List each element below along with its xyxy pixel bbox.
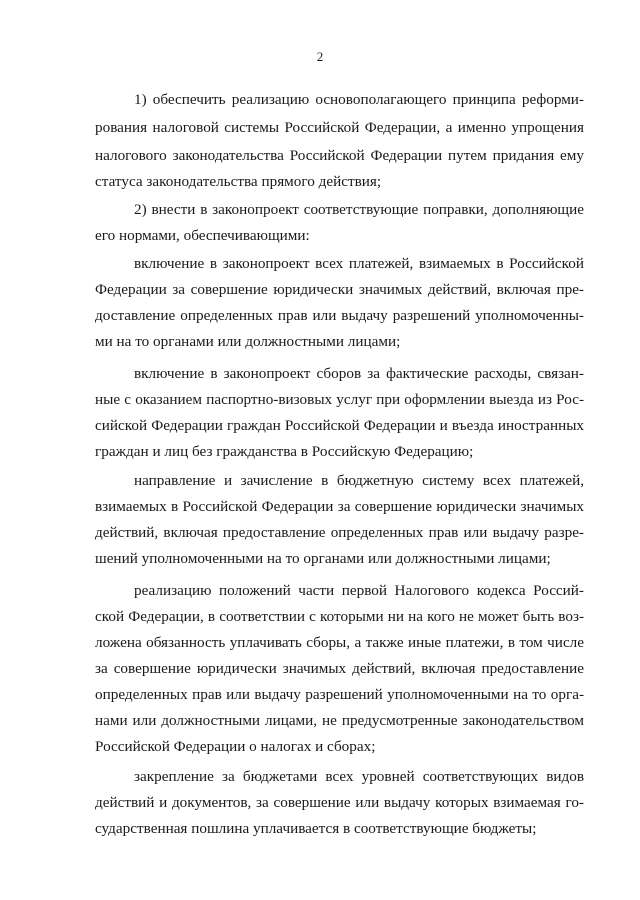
text-line: статуса законодательства прямого действия; — [95, 173, 382, 190]
text-line: закрепление за бюджетами всех уровней соответствующих видов — [134, 768, 584, 785]
text-line: Федерации за совершение юридически значимых действий, включая пре- — [95, 281, 584, 298]
text-line: граждан и лиц без гражданства в Российскую Федерацию; — [95, 443, 474, 460]
text-line: 2) внести в законопроект соответствующие поправки, дополняющие — [134, 201, 584, 218]
text-line: действий, включая предоставление определенных прав или выдачу разре- — [95, 524, 584, 541]
text-line: действий и документов, за совершение или выдачу которых взимаемая го- — [95, 794, 584, 811]
text-line: определенных прав или выдачу разрешений уполномоченными на то орга- — [95, 686, 584, 703]
text-line: сударственная пошлина уплачивается в соответствующие бюджеты; — [95, 820, 537, 837]
text-line: ложена обязанность уплачивать сборы, а также иные платежи, в том числе — [95, 634, 584, 651]
page-number: 2 — [316, 49, 324, 64]
text-line: взимаемых в Российской Федерации за совершение юридически значимых — [95, 498, 584, 515]
text-line: ской Федерации, в соответствии с которыми ни на кого не может быть воз- — [95, 608, 584, 625]
text-line: включение в законопроект всех платежей, взимаемых в Российской — [134, 255, 584, 272]
text-line: шений уполномоченными на то органами или должностными лицами; — [95, 550, 551, 567]
text-line: 1) обеспечить реализацию основополагающего принципа реформи- — [134, 91, 584, 108]
text-line: доставление определенных прав или выдачу разрешений уполномоченны- — [95, 307, 584, 324]
text-line: его нормами, обеспечивающими: — [95, 227, 310, 244]
text-line: направление и зачисление в бюджетную систему всех платежей, — [134, 472, 584, 489]
text-line: рования налоговой системы Российской Федерации, а именно упрощения — [95, 119, 584, 136]
text-line: ми на то органами или должностными лицами; — [95, 333, 401, 350]
text-line: налогового законодательства Российской Федерации путем придания ему — [95, 147, 584, 164]
text-line: реализацию положений части первой Налогового кодекса Россий- — [134, 582, 584, 599]
text-line: нами или должностными лицами, не предусмотренные законодательством — [95, 712, 584, 729]
text-line: за совершение юридически значимых действий, включая предоставление — [95, 660, 584, 677]
text-line: Российской Федерации о налогах и сборах; — [95, 738, 376, 755]
text-line: сийской Федерации граждан Российской Федерации и въезда иностранных — [95, 417, 584, 434]
text-line: включение в законопроект сборов за фактические расходы, связан- — [134, 365, 584, 382]
text-line: ные с оказанием паспортно-визовых услуг при оформлении выезда из Рос- — [95, 391, 584, 408]
